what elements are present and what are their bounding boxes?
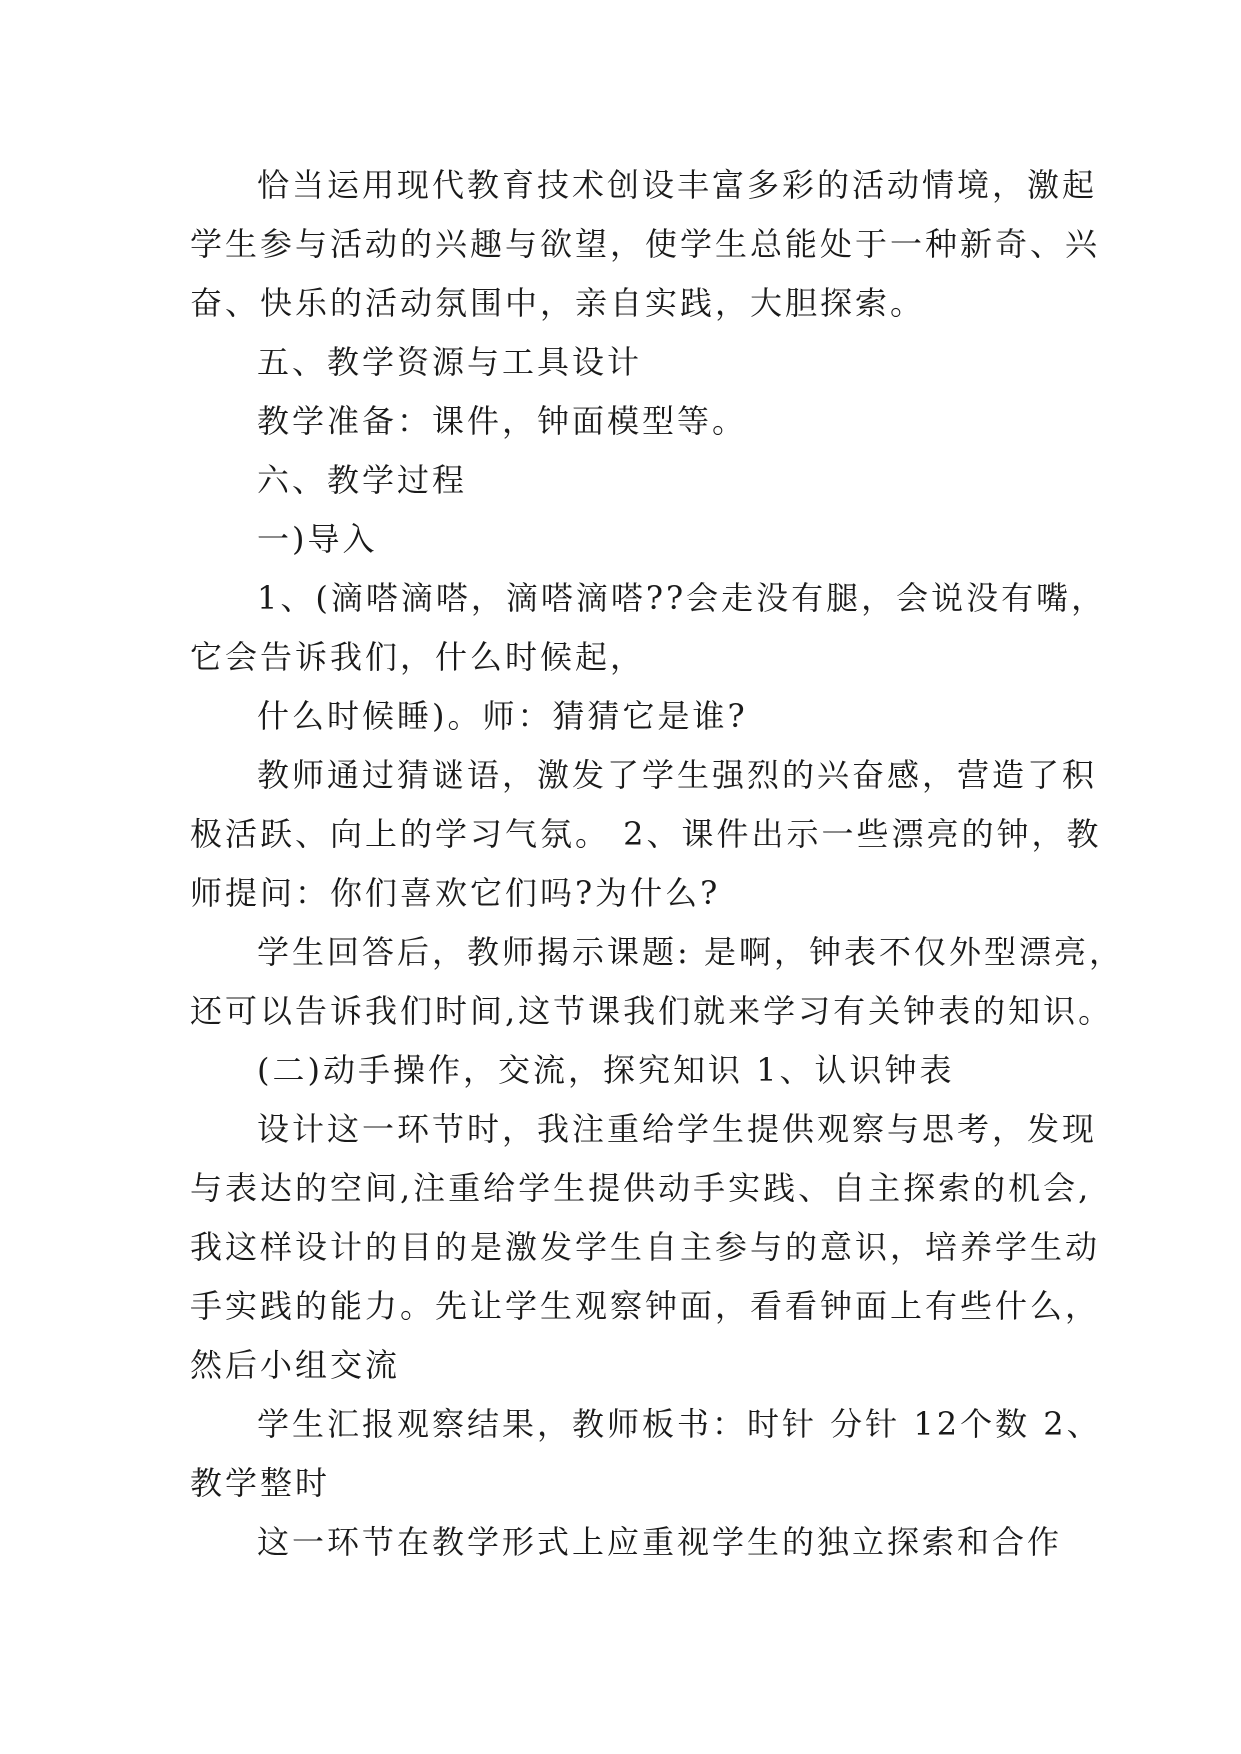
text-line [190,864,1070,923]
text-line [190,805,1102,864]
line-text: 与表达的空间,注重给学生提供动手实践、自主探索的机会, [190,1169,1092,1207]
line-text: 这一环节在教学形式上应重视学生的独立探索和合作 [257,1523,1063,1561]
line-text: 恰当运用现代教育技术创设丰富多彩的活动情境，激起 [257,166,1098,204]
text-line [190,982,1114,1041]
text-line [190,1159,1092,1218]
line-text: 我这样设计的目的是激发学生自主参与的意识，培养学生动 [190,1228,1101,1266]
text-line [190,215,1101,274]
text-line [190,687,1070,746]
line-text: 一)导入 [257,520,378,558]
line-text: 师提问：你们喜欢它们吗?为什么? [190,874,721,912]
line-text: 设计这一环节时，我注重给学生提供观察与思考，发现 [257,1110,1098,1148]
line-text: 然后小组交流 [190,1346,401,1384]
text-line [190,746,1098,805]
line-text: 它会告诉我们，什么时候起， [190,638,646,676]
text-line [190,1218,1101,1277]
line-text: 教学整时 [190,1464,331,1502]
text-line [190,628,1070,687]
text-line [190,392,1070,451]
text-line [190,1395,1102,1454]
line-text: 学生回答后，教师揭示课题: 是啊，钟表不仅外型漂亮， [257,933,1124,971]
text-line [190,274,1070,333]
line-text: 六、教学过程 [257,461,468,499]
text-line [190,1454,1070,1513]
line-text: 极活跃、向上的学习气氛。 2、课件出示一些漂亮的钟，教 [190,815,1102,853]
document-body [190,156,1124,1572]
line-text: 教师通过猜谜语，激发了学生强烈的兴奋感，营造了积 [257,756,1098,794]
line-text: 教学准备：课件，钟面模型等。 [257,402,748,440]
text-line [190,569,1107,628]
line-text: (二)动手操作，交流，探究知识 1、认识钟表 [257,1051,955,1089]
line-text: 还可以告诉我们时间,这节课我们就来学习有关钟表的知识。 [190,992,1114,1030]
section-heading [190,333,1070,392]
line-text: 什么时候睡)。师：猜猜它是谁? [257,697,748,735]
subsection-heading [190,510,1070,569]
subsection-heading [190,1041,1070,1100]
line-text: 学生汇报观察结果，教师板书：时针 分针 12个数 2、 [257,1405,1102,1443]
line-text: 手实践的能力。先让学生观察钟面，看看钟面上有些什么， [190,1287,1101,1325]
line-text: 五、教学资源与工具设计 [257,343,643,381]
line-text: 奋、快乐的活动氛围中，亲自实践，大胆探索。 [190,284,926,322]
text-line [190,156,1098,215]
line-text: 学生参与活动的兴趣与欲望，使学生总能处于一种新奇、兴 [190,225,1101,263]
text-line [190,923,1124,982]
text-line [190,1513,1070,1572]
line-text: 1、(滴嗒滴嗒，滴嗒滴嗒??会走没有腿，会说没有嘴， [257,579,1107,617]
text-line [190,1336,1070,1395]
text-line [190,1100,1098,1159]
section-heading [190,451,1070,510]
text-line [190,1277,1101,1336]
